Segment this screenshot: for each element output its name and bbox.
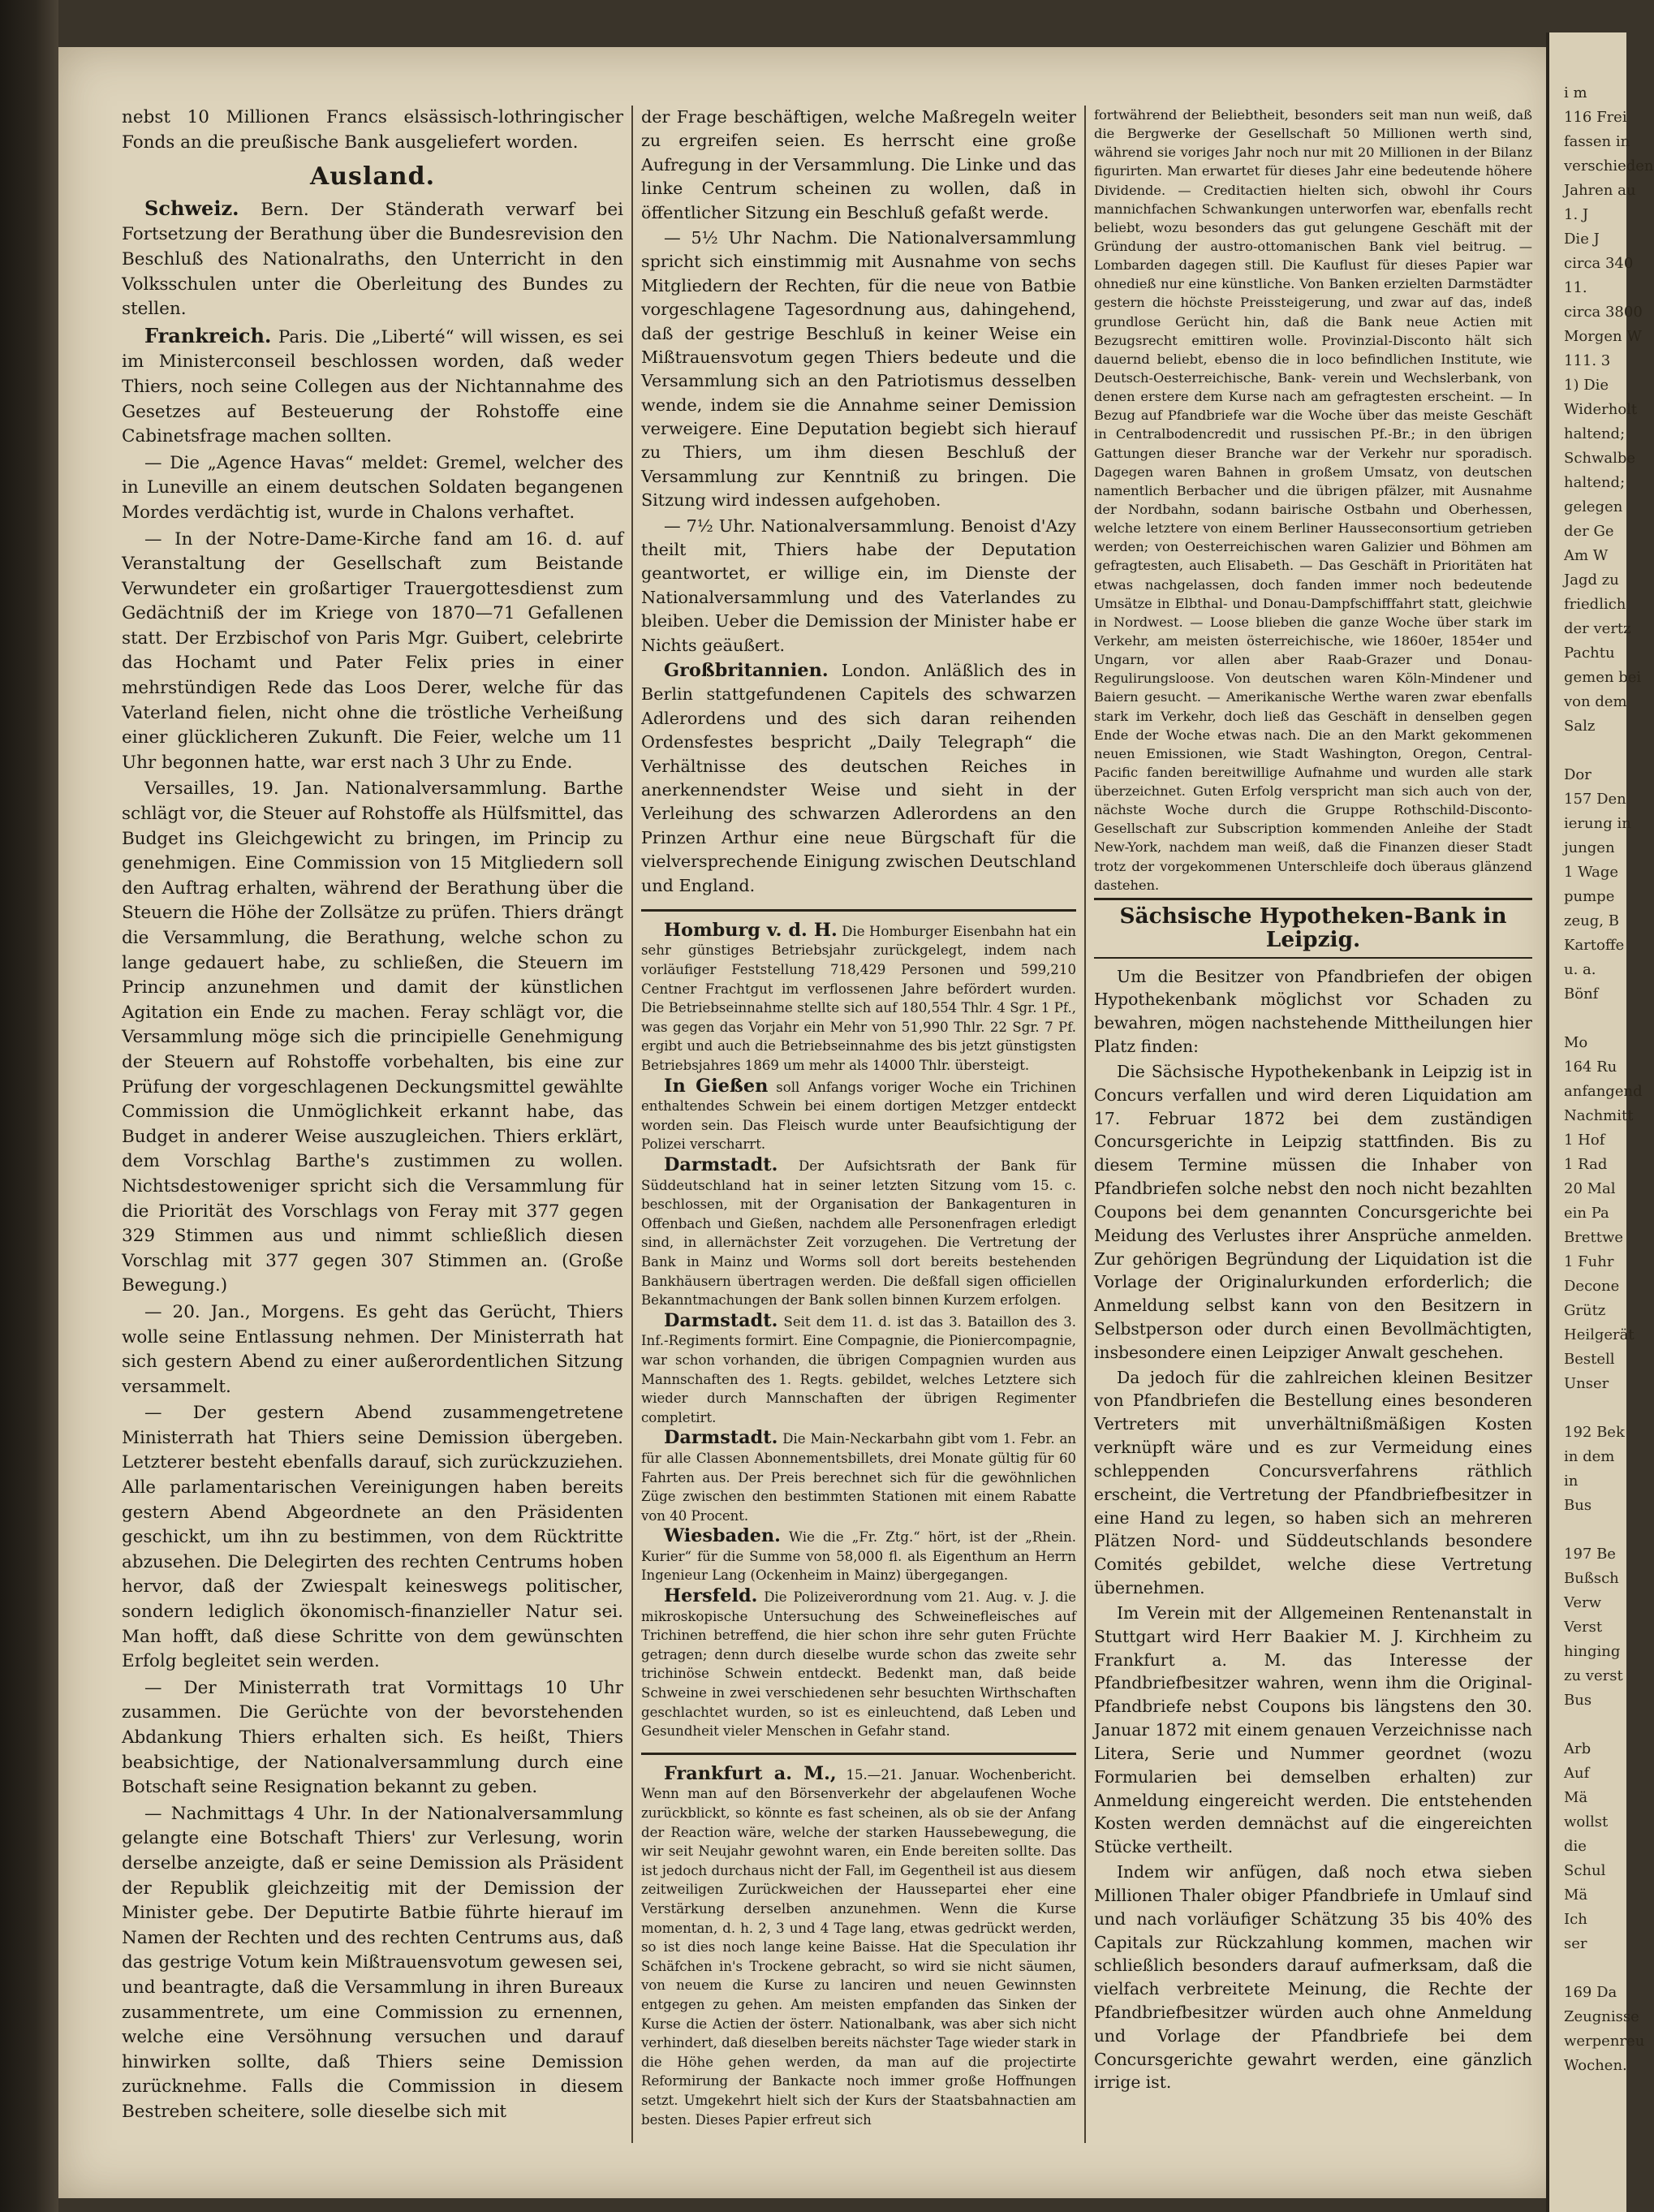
article-dateline: Schweiz.	[144, 196, 239, 220]
edge-text-fragment: 192 Bek	[1564, 1424, 1625, 1441]
article-text: Paris. Die „Liberté“ will wissen, es sei im Ministerconseil beschlossen worden, daß weder Thiers, noch seine Collegen aus der Nichtannahme des Gesetzes auf Besteuerung der Rohstoffe eine Cabinetsfrage machen sollten.	[122, 326, 623, 447]
article-dateline: Wiesbaden.	[664, 1525, 781, 1547]
edge-text-fragment: Bönf	[1564, 985, 1599, 1003]
article-text: soll Anfangs voriger Woche ein Trichinen enthaltendes Schwein bei einem dortigen Metzger entdeckt worden sein. Das Fleisch wurde unter Beaufsichtigung der Polizei verscharrt.	[641, 1079, 1076, 1153]
article-paragraph	[122, 1676, 623, 1800]
article-text: — Nachmittags 4 Uhr. In der Nationalversammlung gelangte eine Botschaft Thiers' zur Verlesung, worin derselbe anzeigte, daß er seine Demission als Präsident der Republik gleichzeitig mit der Demission der Minister gebe. Der Deputirte Batbie führte hierauf im Namen der Rechten und des rechten Centrums aus, daß das gestrige Votum kein Mißtrauensvotum gewesen sei, und beantragte, daß die Versammlung in ihren Bureaux zusammentrete, um eine Commission zu ernennen, welche eine Versöhnung versuchen und darauf hinwirken sollte, daß Thiers seine Demission zurücknehme. Falls die Commission in diesem Bestreben scheitere, solle dieselbe sich mit	[122, 1803, 623, 2122]
article-paragraph	[641, 921, 1076, 1076]
article-dateline: Frankreich.	[144, 323, 272, 347]
article-paragraph	[641, 1309, 1076, 1428]
article-paragraph	[1094, 1366, 1532, 1600]
article-paragraph	[1094, 106, 1532, 895]
edge-text-fragment: Mo	[1564, 1034, 1588, 1051]
edge-text-fragment	[1549, 739, 1626, 763]
edge-text-fragment: 116 Frei	[1564, 109, 1627, 126]
edge-text-fragment: wollst	[1564, 1813, 1609, 1830]
article-text: Seit dem 11. d. ist das 3. Bataillon des 3. Inf.-Regiments formirt. Eine Compagnie, die Pioniercompagnie, war schon vorhanden, die übrigen Compagnien wurden aus Mannschaften des 1. Regts. gebildet, welches Letztere sich wieder durch Mannschaften der übrigen Regimenter completirt.	[641, 1313, 1076, 1425]
edge-text-fragment: zeug, B	[1564, 912, 1619, 929]
article-paragraph	[1094, 1602, 1532, 1859]
edge-text-fragment: Die J	[1564, 231, 1600, 248]
article-text: Wie die „Fr. Ztg.“ hört, ist der „Rhein. Kurier“ für die Summe von 58,000 fl. als Eigenthum an Herrn Ingenieur Lang (Ockenheim in Mainz) übergegangen.	[641, 1529, 1076, 1584]
article-text: Die Homburger Eisenbahn hat ein sehr günstiges Betriebsjahr zurückgelegt, indem nach vorläufiger Feststellung 718,429 Personen und 599,210 Centner Frachtgut im verflossenen Jahre befördert wurden. Die Betriebseinnahme stellte sich auf 180,554 Thlr. 4 Sgr. 1 Pf., was gegen das Vorjahr ein Mehr von 51,990 Thlr. 22 Sgr. 7 Pf. ergibt und auch die Betriebseinnahme des bis jetzt günstigsten Betriebsjahres 1869 um mehr als 14000 Thlr. übersteigt.	[641, 923, 1076, 1074]
article-text: Der Aufsichtsrath der Bank für Süddeutschland hat in seiner letzten Sitzung vom 15. c. beschlossen, mit der Organisation der Bankagenturen in Offenbach und Gießen, nachdem alle Personenfragen erledigt sind, in allernächster Zeit vorzugehen. Die Vertretung der Bank in Mainz und Worms soll dort bereits bestehenden Bankhäusern übertragen werden. Die deßfall sigen officiellen Bekanntmachungen der Bank sollen binnen Kurzem erfolgen.	[641, 1158, 1076, 1309]
edge-text-fragment	[1549, 1518, 1626, 1542]
edge-text-fragment: in dem	[1564, 1448, 1615, 1465]
edge-text-fragment: verschieden	[1564, 157, 1654, 175]
article-paragraph	[641, 1156, 1076, 1310]
edge-text-fragment: Dor	[1564, 766, 1592, 783]
edge-text-fragment: ser	[1564, 1935, 1587, 1952]
edge-text-fragment: in	[1564, 1473, 1579, 1490]
edge-text-fragment: Salz	[1564, 718, 1596, 735]
article-text: — 7½ Uhr. Nationalversammlung. Benoist d'Azy theilt mit, Thiers habe der Deputation geantwortet, er willige ein, im Dienste der Nationalversammlung und des Vaterlandes zu bleiben. Ueber die Demission der Minister habe er Nichts geäußert.	[641, 515, 1076, 655]
edge-text-fragment: 197 Be	[1564, 1546, 1616, 1563]
article-paragraph	[641, 106, 1076, 225]
article-paragraph	[122, 1300, 623, 1399]
article-text: Die Main-Neckarbahn gibt vom 1. Febr. an für alle Classen Abonnementsbillets, drei Monate gültig für 60 Fahrten aus. Der Preis berechnet sich für die gewöhnlichen Züge zwischen den bestimmten Stationen mit einem Rabatte von 40 Procent.	[641, 1431, 1076, 1524]
edge-text-fragment: 1 Wage	[1564, 864, 1619, 881]
edge-text-fragment: Arb	[1564, 1740, 1592, 1757]
edge-text-fragment: Am W	[1564, 547, 1609, 564]
edge-text-fragment: circa 340	[1564, 255, 1634, 272]
edge-text-fragment: 11.	[1564, 279, 1587, 296]
article-text: — 5½ Uhr Nachm. Die Nationalversammlung spricht sich einstimmig mit Ausnahme von sechs Mitgliedern der Rechten, für die neue von Batbie vorgeschlagene Tagesordnung aus, dahingehend, daß der gestrige Beschluß in keiner Weise ein Mißtrauensvotum gegen Thiers bedeute und die Versammlung sich an den Patriotismus desselben wende, indem sie die Annahme seiner Demission verweigere. Eine Deputation begiebt sich hierauf zu Thiers, um ihm diesen Beschluß der Versammlung zur Kenntniß zu bringen. Die Sitzung wird indessen aufgehoben.	[641, 227, 1076, 511]
edge-text-fragment: werpenreu	[1564, 2033, 1645, 2050]
edge-text-fragment: Mä	[1564, 1886, 1588, 1904]
article-text: — Der Ministerrath trat Vormittags 10 Uhr zusammen. Die Gerüchte von der bevorstehenden Abdankung Thiers erhalten sich. Es heißt, Thiers beabsichtige, der Nationalversammlung durch eine Botschaft seine Resignation bekannt zu geben.	[122, 1677, 623, 1798]
edge-text-fragment: Kartoffe	[1564, 937, 1625, 954]
edge-text-fragment: Morgen W	[1564, 328, 1642, 345]
section-heading	[122, 162, 623, 192]
article-text: der Frage beschäftigen, welche Maßregeln weiter zu ergreifen seien. Es herrscht eine große Aufregung in der Versammlung. Die Linke und das linke Centrum scheinen zu wollen, daß in öffentlicher Sitzung ein Beschluß gefaßt werde.	[641, 107, 1076, 222]
edge-text-fragment: 1 Rad	[1564, 1156, 1608, 1173]
edge-text-fragment	[1549, 1956, 1626, 1981]
article-paragraph	[641, 1587, 1076, 1741]
edge-text-fragment: 1 Hof	[1564, 1132, 1605, 1149]
edge-text-fragment: 169 Da	[1564, 1984, 1617, 2001]
edge-text-fragment: Wochen.	[1564, 2057, 1627, 2074]
article-dateline: Großbritannien.	[664, 659, 829, 681]
article-text: — Der gestern Abend zusammengetretene Ministerrath hat Thiers seine Demission übergeben. Letzterer besteht ebenfalls darauf, sich zurückzuziehen. Alle parlamentarischen Vereinigungen haben bereits gestern Abend Abgeordnete an den Präsidenten geschickt, um ihn zu bestimmen, von dem Rücktritte abzusehen. Die Delegirten des rechten Centrums hoben hervor, daß der Zwiespalt keineswegs politischer, sondern lediglich ökonomisch-finanzieller Natur sei. Man hofft, daß diese Schritte von dem gewünschten Erfolg begleitet sein werden.	[122, 1403, 623, 1672]
edge-text-fragment: 1 Fuhr	[1564, 1253, 1614, 1270]
column-rule	[631, 106, 633, 2143]
edge-text-fragment: 20 Mal	[1564, 1180, 1616, 1197]
edge-text-fragment	[1549, 1713, 1626, 1737]
article-paragraph	[641, 1527, 1076, 1585]
edge-text-fragment: fassen in	[1564, 133, 1630, 150]
edge-text-fragment: Grütz	[1564, 1302, 1606, 1319]
edge-text-fragment: die	[1564, 1838, 1587, 1855]
edge-text-fragment: haltend;	[1564, 474, 1626, 491]
article-text: — Die „Agence Havas“ meldet: Gremel, welcher des in Luneville an einem deutschen Soldaten begangenen Mordes verdächtig ist, wurde in Chalons verhaftet.	[122, 452, 623, 523]
edge-text-fragment: friedlich	[1564, 596, 1626, 613]
section-rule	[641, 1753, 1076, 1755]
article-paragraph	[1094, 1861, 1532, 2094]
article-text: Um die Besitzer von Pfandbriefen der obigen Hypothekenbank möglichst vor Schaden zu bewahren, mögen nachstehende Mittheilungen hier Platz finden:	[1094, 966, 1532, 1057]
article-text: — 20. Jan., Morgens. Es geht das Gerücht, Thiers wolle seine Entlassung nehmen. Der Ministerrath hat sich gestern Abend zu einer außerordentlichen Sitzung versammelt.	[122, 1301, 623, 1397]
edge-text-fragment: Brettwe	[1564, 1229, 1624, 1246]
edge-text-fragment: Auf	[1564, 1765, 1590, 1782]
edge-text-fragment: Schul	[1564, 1862, 1606, 1879]
edge-text-fragment: Widerholt	[1564, 401, 1638, 418]
article-text: Im Verein mit der Allgemeinen Rentenanstalt in Stuttgart wird Herr Baakier M. J. Kirchheim zu Frankfurt a. M. das Interesse der Pfandbriefbesitzer wahren, wenn ihm die Original-Pfandbriefe nebst Coupons bis längstens den 30. Januar 1872 mit einem genauen Verzeichnisse nach Litera, Serie und Nummer geordnet (wozu Formularien bei demselben erhalten) zur Anmeldung eingereicht werden. Die entstehenden Kosten werden demnächst auf die eingereichten Stücke vertheilt.	[1094, 1602, 1532, 1857]
section-rule	[641, 909, 1076, 912]
edge-text-fragment: Heilgerät	[1564, 1326, 1635, 1343]
article-text: — In der Notre-Dame-Kirche fand am 16. d. auf Veranstaltung der Gesellschaft zum Beistande Verwundeter ein großartiger Trauergottesdienst zum Gedächtniß der im Kriege von 1870—71 Gefallenen statt. Der Erzbischof von Paris Mgr. Guibert, celebrirte das Hochamt und Pater Felix pries in einer mehrstündigen Rede das Loos Derer, welche für das Vaterland fielen, nicht ohne die tröstliche Verheißung einer glücklicheren Zukunft. Die Feier, welche um 11 Uhr begonnen hatte, war erst nach 3 Uhr zu Ende.	[122, 528, 623, 773]
edge-text-fragment: Unser	[1564, 1375, 1609, 1392]
article-dateline: In Gießen	[664, 1075, 769, 1097]
edge-text-fragment: 111. 3	[1564, 352, 1611, 369]
edge-text-fragment: von dem	[1564, 693, 1627, 710]
article-text: Versailles, 19. Jan. Nationalversammlung. Barthe schlägt vor, die Steuer auf Rohstoffe als Hülfsmittel, das Budget ins Gleichgewicht zu bringen, im Princip zu genehmigen. Eine Commission von 15 Mitgliedern soll den Auftrag erhalten, während der Berathung über die Steuern die Höhe der Zollsätze zu prüfen. Thiers drängt die Versammlung, die Berathung, welche schon zu lange gedauert habe, zu schließen, die Steuern im Princip anzunehmen und damit der künstlichen Agitation ein Ende zu machen. Feray schlägt vor, die Versammlung möge sich die principielle Genehmigung der Steuern auf Rohstoffe vorbehalten, bis eine zur Prüfung der vorgeschlagenen Deckungsmittel gewählte Commission die Unmöglichkeit erkannt habe, das Budget in anderer Weise auszugleichen. Thiers erklärt, dem Vorschlag Barthe's zustimmen zu wollen. Nichtsdestoweniger spricht sich die Versammlung für die Priorität des Vorschlags von Feray mit 377 gegen 329 Stimmen aus und nimmt schließlich diesen Vorschlag mit 377 gegen 307 Stimmen an. (Große Bewegung.)	[122, 778, 623, 1296]
article-paragraph	[122, 1802, 623, 2125]
article-paragraph	[641, 1762, 1076, 2129]
article-paragraph	[122, 528, 623, 776]
edge-text-fragment: Nachmitt	[1564, 1107, 1634, 1124]
article-paragraph	[122, 106, 623, 155]
edge-text-fragment: Jagd zu	[1564, 571, 1619, 589]
edge-text-fragment: der Ge	[1564, 523, 1614, 540]
article-dateline: Hersfeld.	[664, 1585, 758, 1607]
edge-text-fragment: zu verst	[1564, 1667, 1623, 1684]
edge-text-fragment: gemen bei	[1564, 669, 1642, 686]
column-1	[122, 106, 623, 2127]
edge-text-fragment: 1) Die	[1564, 377, 1609, 394]
edge-text-fragment: 1. J	[1564, 206, 1589, 223]
article-text: Bern. Der Ständerath verwarf bei Fortsetzung der Berathung über die Bundesrevision den Beschluß des Nationalraths, den Unterricht in den Volksschulen unter die Oberleitung des Bundes zu stellen.	[122, 199, 623, 320]
edge-text-fragment	[1549, 32, 1626, 57]
article-text: Da jedoch für die zahlreichen kleinen Besitzer von Pfandbriefen die Bestellung eines besonderen Vertreters mit unverhältnißmäßigen Kosten verknüpft wäre und es zur Vermeidung eines schleppenden Concursverfahrens räthlich erscheint, die Vertretung der Pfandbriefbesitzer in eine Hand zu legen, so haben sich an mehreren Plätzen Nord- und Süddeutschlands besondere Comités gebildet, welche diese Vertretung übernehmen.	[1094, 1367, 1532, 1598]
article-paragraph	[641, 515, 1076, 658]
book-binding	[0, 0, 58, 2212]
article-paragraph	[122, 777, 623, 1298]
edge-text-fragment: circa 3800	[1564, 304, 1643, 321]
edge-text-fragment: Bus	[1564, 1692, 1592, 1709]
edge-text-fragment: ierung in	[1564, 815, 1631, 832]
article-paragraph	[1094, 965, 1532, 1059]
edge-text-fragment: anfangend	[1564, 1083, 1643, 1100]
edge-text-fragment: 157 Den	[1564, 791, 1626, 808]
edge-text-fragment	[1549, 1396, 1626, 1421]
article-paragraph	[1094, 1060, 1532, 1365]
article-text: Die Polizeiverordnung vom 21. Aug. v. J. die mikroskopische Untersuchung des Schweinefleisches auf Trichinen betreffend, die hier schon ihre sehr guten Früchte getragen; denn durch dieselbe wurde schon das zweite sehr trichinöse Schwein entdeckt. Bedenkt man, daß beide Schweine in zwei verschiedenen sehr besuchten Wirthschaften geschlachtet wurden, so ist es einleuchtend, daß Leben und Gesundheit vieler Menschen in Gefahr stand.	[641, 1589, 1076, 1740]
edge-text-fragment: hinging	[1564, 1643, 1621, 1660]
article-paragraph	[641, 1077, 1076, 1154]
article-paragraph	[122, 1401, 623, 1675]
article-dateline: Darmstadt.	[664, 1427, 778, 1449]
article-dateline: Frankfurt a. M.,	[664, 1762, 837, 1784]
edge-text-fragment: gelegen	[1564, 498, 1623, 515]
article-dateline: Darmstadt.	[664, 1154, 778, 1176]
adjacent-page-edge	[1546, 32, 1654, 2212]
edge-text-fragment: Zeugnisse	[1564, 2008, 1639, 2025]
edge-text-fragment: jungen	[1564, 839, 1615, 856]
edge-text-fragment: Decone	[1564, 1278, 1620, 1295]
edge-text-fragment: Bestell	[1564, 1351, 1615, 1368]
edge-text-fragment: Ich	[1564, 1911, 1587, 1928]
edge-text-fragment: pumpe	[1564, 888, 1615, 905]
article-paragraph	[641, 659, 1076, 898]
edge-text-fragment: Bußsch	[1564, 1570, 1619, 1587]
edge-text-fragment: u. a.	[1564, 961, 1596, 978]
column-3	[1094, 106, 1532, 2096]
edge-text-fragment	[1549, 57, 1626, 81]
edge-text-fragment: Mä	[1564, 1789, 1588, 1806]
article-text: Ausland.	[309, 162, 436, 192]
edge-text-fragment: Verw	[1564, 1594, 1602, 1611]
article-text: nebst 10 Millionen Francs elsässisch-lothringischer Fonds an die preußische Bank ausgeliefert worden.	[122, 107, 623, 153]
article-dateline: Homburg v. d. H.	[664, 919, 838, 941]
article-paragraph	[122, 451, 623, 526]
edge-text-fragment: Jahren au	[1564, 182, 1636, 199]
edge-text-fragment: Schwalbe	[1564, 450, 1636, 467]
edge-text-fragment: Verst	[1564, 1619, 1603, 1636]
article-dateline: Darmstadt.	[664, 1309, 778, 1331]
article-paragraph	[641, 1429, 1076, 1525]
edge-text-fragment: i m	[1564, 84, 1587, 101]
article-text: Indem wir anfügen, daß noch etwa sieben Millionen Thaler obiger Pfandbriefe in Umlauf sind und nach vorläufiger Schätzung 35 bis 40% des Capitals zur Rückzahlung kommen, machen wir schließlich besonders darauf aufmerksam, daß die vielfach verbreitete Meinung, die Rechte der Pfandbriefbesitzer würden auch ohne Anmeldung und Vorlage der Pfandbriefe bei dem Concursgerichte gewahrt werden, eine gänzlich irrige ist.	[1094, 1862, 1532, 2093]
edge-text-fragment: Bus	[1564, 1497, 1592, 1514]
article-text: Sächsische Hypotheken-Bank in Leipzig.	[1119, 903, 1507, 952]
edge-text-fragment: Pachtu	[1564, 645, 1615, 662]
edge-text-fragment: haltend;	[1564, 425, 1626, 442]
article-paragraph	[122, 196, 623, 322]
column-2	[641, 106, 1076, 2131]
edge-text-fragment: 164 Ru	[1564, 1059, 1617, 1076]
article-text: 15.—21. Januar. Wochenbericht. Wenn man auf den Börsenverkehr der abgelaufenen Woche zurückblickt, so könnte es fast scheinen, als ob sie der Anfang der Reaction wäre, welche der starken Haussebewegung, die wir seit Neujahr gewohnt waren, ein Ende bereiten sollte. Das ist jedoch durchaus nicht der Fall, im Gegentheil ist aus diesem zeitweiligen Zurückweichen der Haussepartei eher eine Verstärkung derselben anzunehmen. Wenn die Kurse momentan, d. h. 2, 3 und 4 Tage lang, etwas gedrückt werden, so ist dies noch lange keine Baisse. Hat die Speculation ihr Schäfchen in's Trockene gebracht, so wird sie nicht säumen, von neuem die Kurse zu lanciren und neuen Gewinnsten entgegen zu gehen. Am meisten empfanden das Sinken der Kurse die Actien der österr. Nationalbank, was aber sich nicht verhindert, daß dieselben bereits nächster Tage wieder stark in die Höhe gehen werden, da man auf die projectirte Reformirung der Bankacte noch immer große Hoffnungen setzt. Umgekehrt hielt sich der Kurs der Staatsbahnactien am besten. Dieses Papier erfreut sich	[641, 1766, 1076, 2128]
edge-text-fragment: der vertz	[1564, 620, 1631, 637]
article-paragraph	[641, 226, 1076, 513]
column-rule	[1084, 106, 1086, 2143]
article-paragraph	[122, 324, 623, 450]
article-text: fortwährend der Beliebtheit, besonders seit man nun weiß, daß die Bergwerke der Gesellschaft 50 Millionen werth sind, während sie voriges Jahr noch nur mit 20 Millionen in der Bilanz figurirten. Man erwartet für dieses Jahr eine bedeutende höhere Dividende. — Creditactien hielten sich, obwohl ihr Cours mannichfachen Schwankungen unterworfen war, ebenfalls recht beliebt, wozu besonders das gut gelungene Geschäft mit der Gründung der austro-ottomanischen Bank viel beitrug. — Lombarden dagegen still. Die Kauflust für dieses Papier war ohnedieß nur eine künstliche. Von Banken erzielten Darmstädter gestern die höchste Preissteigerung, und zwar auf das, indeß grundlose Gerücht hin, daß die Bank neue Actien mit Bezugsrecht emittiren wolle. Provinzial-Disconto hält sich dauernd beliebt, ebenso die in loco befindlichen Institute, wie Deutsch-Oesterreichische, Bank- verein und Wechslerbank, von denen erstere dem Kurse nach am gefragtesten erscheint. — In Bezug auf Pfandbriefe war die Woche über das meiste Geschäft in Centralbodencredit und russischen Pf.-Br.; in den übrigen Gattungen dieser Branche war der Verkehr nur sporadisch. Dagegen waren Bahnen in großem Umsatz, von deutschen namentlich Berbacher und die übrigen pfälzer, mit Ausnahme der Nordbahn, sodann bairische Ostbahn und Oberhessen, welche letztere von einem Berliner Hausseconsortium getrieben werden; von Oesterreichischen waren Galizier und Böhmen am gefragtesten, auch Elisabeth. — Das Geschäft in Prioritäten hat etwas nachgelassen, doch fanden immer noch bedeutende Umsätze in Elbthal- und Donau-Dampfschifffahrt statt, gleichwie in Nordwest. — Loose blieben die ganze Woche über stark im Verkehr, am meisten österreichische, wie 1860er, 1854er und Ungarn, vor allen aber Raab-Grazer und Donau-Regulirungsloose. Von deutschen waren Köln-Mindener und Baiern gesucht. — Amerikanische Werthe waren zwar ebenfalls stark im Verkehr, doch ließ das Geschäft in denselben gegen Ende der Woche etwas nach. Die an den Markt gekommenen neuen Emissionen, wie Stadt Washington, Oregon, Central-Pacific fanden bereitwillige Aufnahme und wurden alle stark überzeichnet. Guten Erfolg verspricht man sich auch von der, nächste Woche durch die Gruppe Rothschild-Disconto-Gesellschaft zur Subscription kommenden Anleihe der Stadt New-York, nachdem man weiß, daß die Finanzen dieser Stadt trotz der vorgekommenen Unterschleife doch überaus glänzend dastehen.	[1094, 107, 1532, 893]
article-text: London. Anläßlich des in Berlin stattgefundenen Capitels des schwarzen Adlerordens und des sich daran reihenden Ordensfestes bespricht „Daily Telegraph“ die Verhältnisse des deutschen Reiches in anerkennendster Weise und sieht in der Verleihung des schwarzen Adlerordens an den Prinzen Arthur eine neue Bürgschaft für die vielversprechende Einigung zwischen Deutschland und England.	[641, 660, 1076, 895]
advert-title	[1094, 898, 1532, 959]
edge-text-fragment: ein Pa	[1564, 1205, 1609, 1222]
article-text: Die Sächsische Hypothekenbank in Leipzig ist in Concurs verfallen und wird deren Liquidation am 17. Februar 1872 bei dem zuständigen Concursgerichte in Leipzig stattfinden. Bis zu diesem Termine müssen die Inhaber von Pfandbriefen solche nebst den noch nicht bezahlten Coupons bei dem genannten Concursgerichte bei Meidung des Verlustes ihrer Ansprüche anmelden. Zur gehörigen Begründung der Liquidation ist die Vorlage der Originalurkunden erforderlich; die Anmeldung selbst kann von den Besitzern in Selbstperson oder durch einen Bevollmächtigten, insbesondere einen Leipziger Anwalt geschehen.	[1094, 1061, 1532, 1362]
edge-text-fragment	[1549, 1007, 1626, 1031]
